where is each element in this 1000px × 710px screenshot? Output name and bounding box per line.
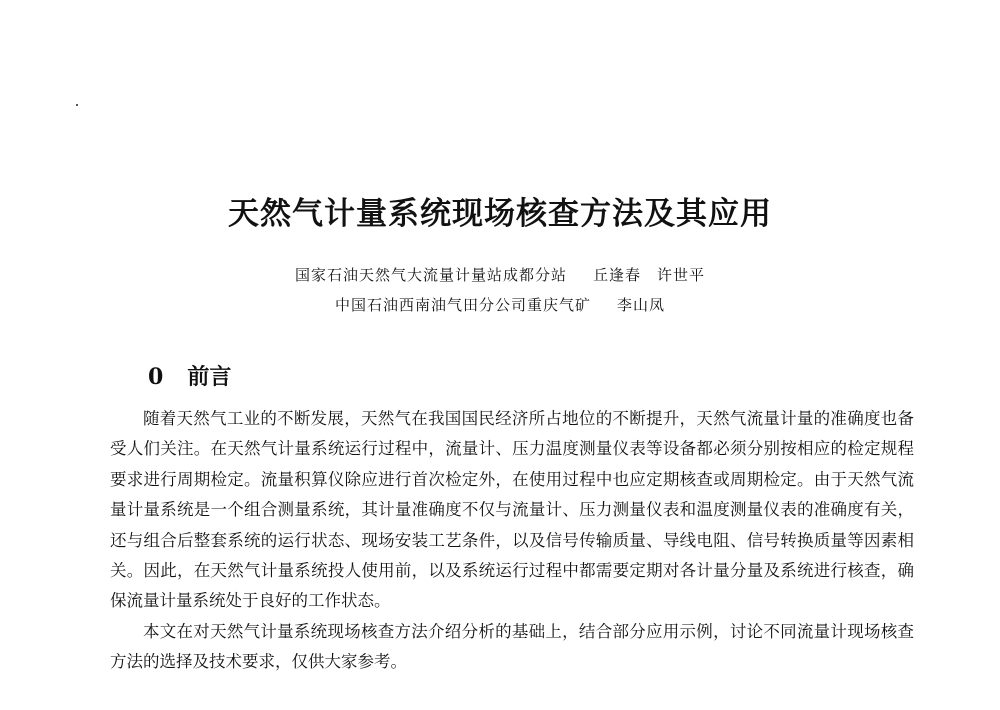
affiliation-org-1: 国家石油天然气大流量计量站成都分站 — [294, 266, 567, 284]
section-body — [110, 404, 914, 678]
body-paragraph-2: 本文在对天然气计量系统现场核查方法介绍分析的基础上，结合部分应用示例，讨论不同流量计现场核查方法的选择及技术要求，仅供大家参考。 — [110, 621, 914, 672]
affiliation-line-2 — [0, 294, 1000, 316]
affiliation-line-1 — [0, 264, 1000, 286]
body-paragraph-1: 随着天然气工业的不断发展，天然气在我国国民经济所占地位的不断提升，天然气流量计量的准确度也备受人们关注。在天然气计量系统运行过程中，流量计、压力温度测量仪表等设备都必须分别按相应的检定规程要求进行周期检定。流量积算仪除应进行首次检定外，在使用过程中也应定期核查或周期检定。由于天然气流量计量系统是一个组合测量系统，其计量准确度不仅与流量计、压力测量仪表和温度测量仪表的准确度有关，还与组合后整套系统的运行状态、现场安装工艺条件，以及信号传输质量、导线电阻、信号转换质量等因素相关。因此，在天然气计量系统投人使用前，以及系统运行过程中都需要定期对各计量分量及系统进行核查，确保流量计量系统处于良好的工作状态。 — [110, 409, 914, 611]
paper-title: 天然气计量系统现场核查方法及其应用 — [228, 196, 772, 232]
section-number: 0 — [148, 364, 164, 390]
scan-speck — [76, 104, 78, 106]
affiliation-authors-2: 李山凤 — [617, 296, 666, 314]
section-title: 前言 — [187, 364, 232, 390]
affiliation-org-2: 中国石油西南油气田分公司重庆气矿 — [334, 296, 591, 314]
section-heading — [148, 362, 231, 392]
affiliation-authors-1: 丘逢春 许世平 — [593, 266, 706, 284]
